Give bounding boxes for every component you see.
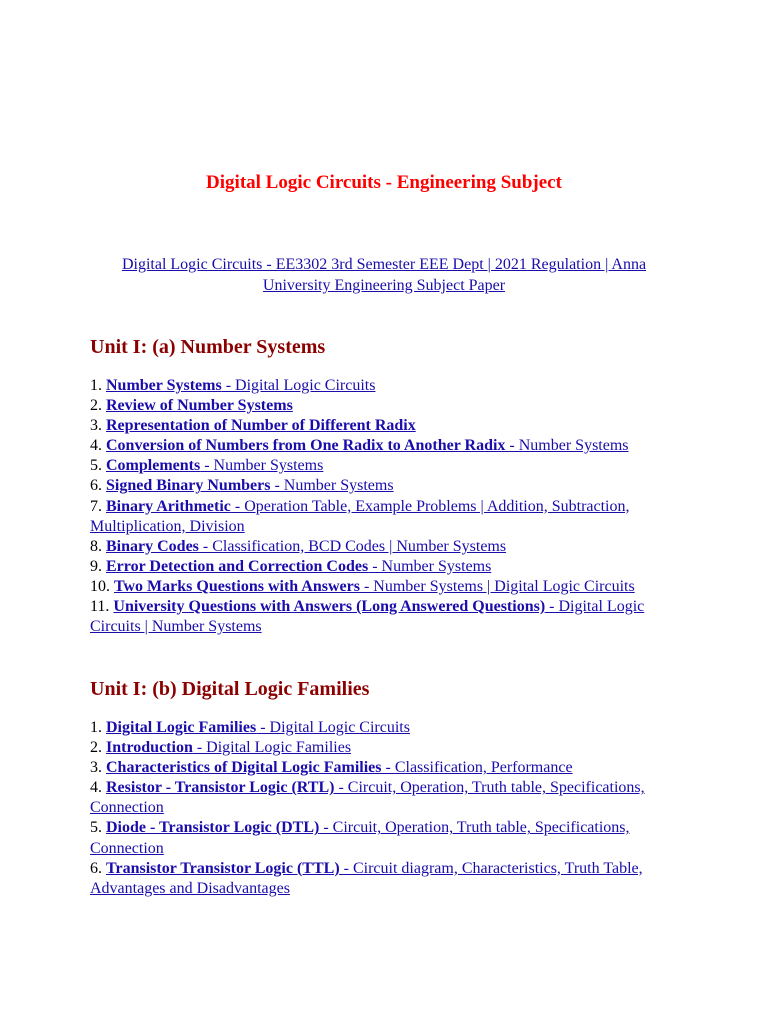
topic-link[interactable] bbox=[106, 457, 323, 474]
unit-1a-topic-list bbox=[90, 376, 680, 637]
topic-link[interactable] bbox=[90, 819, 630, 856]
topic-title: University Questions with Answers (Long Answered Questions) bbox=[113, 598, 546, 616]
topic-item bbox=[90, 416, 680, 436]
topic-item bbox=[90, 859, 680, 899]
topic-number: 5. bbox=[90, 457, 106, 475]
topic-description: - Digital Logic Circuits bbox=[221, 377, 376, 394]
topic-item bbox=[90, 758, 680, 778]
topic-description: - Digital Logic Circuits | Number Systems bbox=[90, 598, 645, 636]
topic-description: - Number Systems bbox=[505, 437, 629, 455]
unit-1b-topic-list bbox=[90, 718, 680, 899]
topic-title: Introduction bbox=[106, 739, 193, 757]
topic-item bbox=[90, 476, 680, 496]
topic-item bbox=[90, 497, 680, 537]
topic-link[interactable] bbox=[106, 719, 410, 736]
topic-title: Characteristics of Digital Logic Families bbox=[106, 759, 382, 777]
topic-link[interactable] bbox=[90, 860, 643, 897]
document-title: Digital Logic Circuits - Engineering Subject bbox=[206, 172, 562, 193]
topic-link[interactable] bbox=[106, 477, 394, 494]
unit-1b-heading: Unit I: (b) Digital Logic Families bbox=[90, 678, 370, 700]
topic-description: - Digital Logic Circuits bbox=[256, 719, 410, 736]
topic-number: 1. bbox=[90, 719, 106, 736]
topic-title: Two Marks Questions with Answers bbox=[114, 577, 360, 595]
topic-item bbox=[90, 396, 680, 416]
topic-number: 6. bbox=[90, 477, 106, 495]
topic-number: 10. bbox=[90, 577, 114, 595]
topic-description: - Circuit diagram, Characteristics, Truth Table, Advantages and Disadvantages bbox=[90, 859, 643, 897]
topic-item bbox=[90, 456, 680, 476]
topic-item bbox=[90, 818, 680, 858]
topic-description: - Number Systems bbox=[200, 457, 324, 475]
topic-description: - Circuit, Operation, Truth table, Specifications, Connection bbox=[90, 819, 630, 857]
topic-item bbox=[90, 597, 680, 637]
topic-title: Complements bbox=[106, 457, 201, 475]
topic-number: 2. bbox=[90, 739, 106, 757]
topic-description: - Number Systems | Digital Logic Circuits bbox=[359, 577, 635, 595]
topic-title: Transistor Transistor Logic (TTL) bbox=[106, 859, 340, 877]
topic-title: Binary Arithmetic bbox=[106, 497, 231, 515]
topic-link[interactable] bbox=[114, 578, 635, 595]
topic-link[interactable] bbox=[90, 498, 629, 535]
topic-link[interactable] bbox=[106, 397, 293, 414]
topic-number: 9. bbox=[90, 557, 106, 575]
topic-number: 2. bbox=[90, 397, 106, 415]
topic-item bbox=[90, 718, 680, 738]
topic-number: 3. bbox=[90, 759, 106, 777]
topic-title: Review of Number Systems bbox=[106, 397, 293, 415]
topic-description: - Classification, Performance bbox=[381, 759, 573, 777]
topic-link[interactable] bbox=[106, 417, 416, 434]
topic-number: 4. bbox=[90, 437, 106, 455]
topic-item bbox=[90, 436, 680, 456]
topic-item bbox=[90, 557, 680, 577]
topic-item bbox=[90, 537, 680, 557]
topic-link[interactable] bbox=[90, 598, 644, 635]
topic-title: Representation of Number of Different Radix bbox=[106, 417, 416, 435]
topic-number: 4. bbox=[90, 779, 106, 797]
topic-link[interactable] bbox=[106, 538, 506, 555]
topic-number: 7. bbox=[90, 497, 106, 515]
topic-number: 1. bbox=[90, 377, 106, 394]
topic-title: Resistor - Transistor Logic (RTL) bbox=[106, 779, 335, 797]
topic-description: - Number Systems bbox=[368, 557, 492, 575]
topic-link[interactable] bbox=[106, 759, 573, 776]
topic-number: 8. bbox=[90, 537, 106, 555]
topic-number: 11. bbox=[90, 598, 114, 616]
topic-link[interactable] bbox=[106, 739, 351, 756]
topic-item bbox=[90, 778, 680, 818]
topic-title: Binary Codes bbox=[106, 537, 199, 555]
topic-number: 3. bbox=[90, 417, 106, 435]
topic-title: Signed Binary Numbers bbox=[106, 477, 271, 495]
topic-title: Error Detection and Correction Codes bbox=[106, 557, 369, 575]
subject-paper-link[interactable]: Digital Logic Circuits - EE3302 3rd Semester EEE Dept | 2021 Regulation | Anna University Engineering Subject Paper bbox=[121, 256, 647, 294]
topic-item bbox=[90, 577, 680, 597]
topic-title: Diode - Transistor Logic (DTL) bbox=[106, 819, 320, 837]
topic-title: Digital Logic Families bbox=[106, 719, 257, 736]
topic-description: - Digital Logic Families bbox=[192, 739, 352, 757]
topic-link[interactable] bbox=[90, 779, 645, 816]
topic-item bbox=[90, 376, 680, 396]
topic-number: 6. bbox=[90, 859, 106, 877]
topic-description: - Circuit, Operation, Truth table, Specifications, Connection bbox=[90, 779, 645, 817]
topic-title: Conversion of Numbers from One Radix to Another Radix bbox=[106, 437, 506, 455]
topic-description: - Operation Table, Example Problems | Addition, Subtraction, Multiplication, Division bbox=[90, 497, 630, 535]
topic-link[interactable] bbox=[106, 437, 629, 454]
topic-item bbox=[90, 738, 680, 758]
topic-description: - Classification, BCD Codes | Number Systems bbox=[198, 537, 507, 555]
topic-link[interactable] bbox=[106, 377, 375, 394]
topic-link[interactable] bbox=[106, 558, 491, 575]
topic-title: Number Systems bbox=[106, 377, 222, 394]
topic-number: 5. bbox=[90, 819, 106, 837]
topic-description: - Number Systems bbox=[270, 477, 394, 495]
unit-1a-heading: Unit I: (a) Number Systems bbox=[90, 336, 326, 358]
